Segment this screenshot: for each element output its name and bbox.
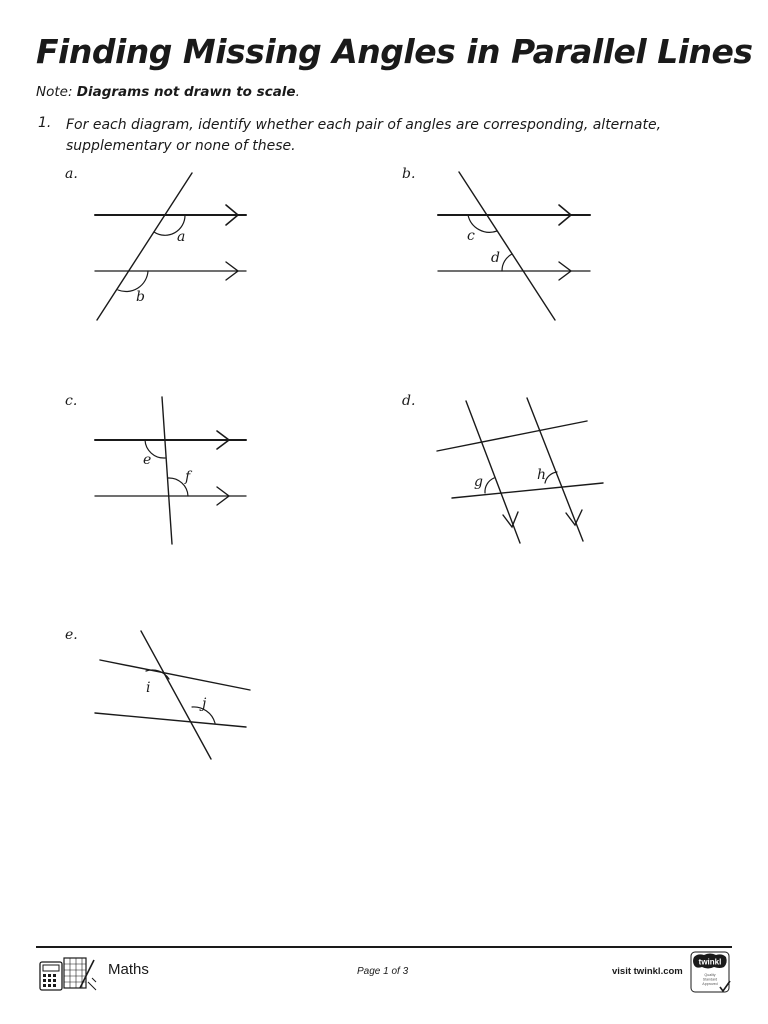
svg-text:Standard: Standard <box>702 977 718 982</box>
maths-calculator-icon <box>36 952 98 996</box>
diagram-d-label: d. <box>402 393 416 409</box>
angle-arc-g <box>485 478 494 493</box>
parallel-line-left <box>466 401 520 543</box>
transversal-line <box>162 397 172 544</box>
angle-label-d: d <box>491 250 500 266</box>
footer-subject: Maths <box>108 961 149 978</box>
angle-label-f: f <box>185 469 191 485</box>
svg-text:Approved: Approved <box>702 982 718 986</box>
angle-label-b: b <box>136 289 145 305</box>
twinkl-brand: twinkl <box>698 957 722 967</box>
angle-arc-h <box>545 472 557 483</box>
svg-text:Quality: Quality <box>704 973 716 977</box>
diagram-a-label: a. <box>65 166 78 182</box>
angle-label-g: g <box>474 474 483 490</box>
note-suffix: . <box>295 84 300 100</box>
twinkl-logo-icon <box>690 951 732 995</box>
question-number: 1. <box>38 115 52 131</box>
note-prefix: Note: <box>36 84 77 100</box>
angle-label-c: c <box>467 228 475 244</box>
website-link[interactable]: visit twinkl.com <box>612 966 683 977</box>
angle-label-e: e <box>143 452 152 468</box>
diagram-e-label: e. <box>65 627 78 643</box>
page-title: Finding Missing Angles in Parallel Lines <box>36 32 753 71</box>
diagram-c-label: c. <box>65 393 78 409</box>
parallel-line-right <box>527 398 583 541</box>
crossing-line-top <box>437 421 587 451</box>
diagram-e <box>95 631 250 759</box>
angle-label-h: h <box>537 467 547 483</box>
angle-label-i: i <box>146 680 151 696</box>
diagram-b <box>438 172 590 320</box>
transversal-line <box>141 631 211 759</box>
question-text: For each diagram, identify whether each pair of angles are corresponding, alternate, supplementary or none of these. <box>66 117 662 154</box>
angle-arc-d <box>502 254 512 271</box>
angle-label-a: a <box>177 229 186 245</box>
diagram-b-label: b. <box>402 166 416 182</box>
transversal-line <box>459 172 555 320</box>
page-indicator: Page 1 of 3 <box>357 966 409 977</box>
footer-divider <box>36 946 732 948</box>
angle-label-j: j <box>202 696 207 712</box>
diagram-a <box>95 173 246 320</box>
diagram-c <box>95 397 246 544</box>
diagram-d <box>437 398 603 543</box>
crossing-line-top <box>100 660 250 690</box>
note-emphasis: Diagrams not drawn to scale <box>76 84 296 100</box>
crossing-line-bottom <box>95 713 246 727</box>
